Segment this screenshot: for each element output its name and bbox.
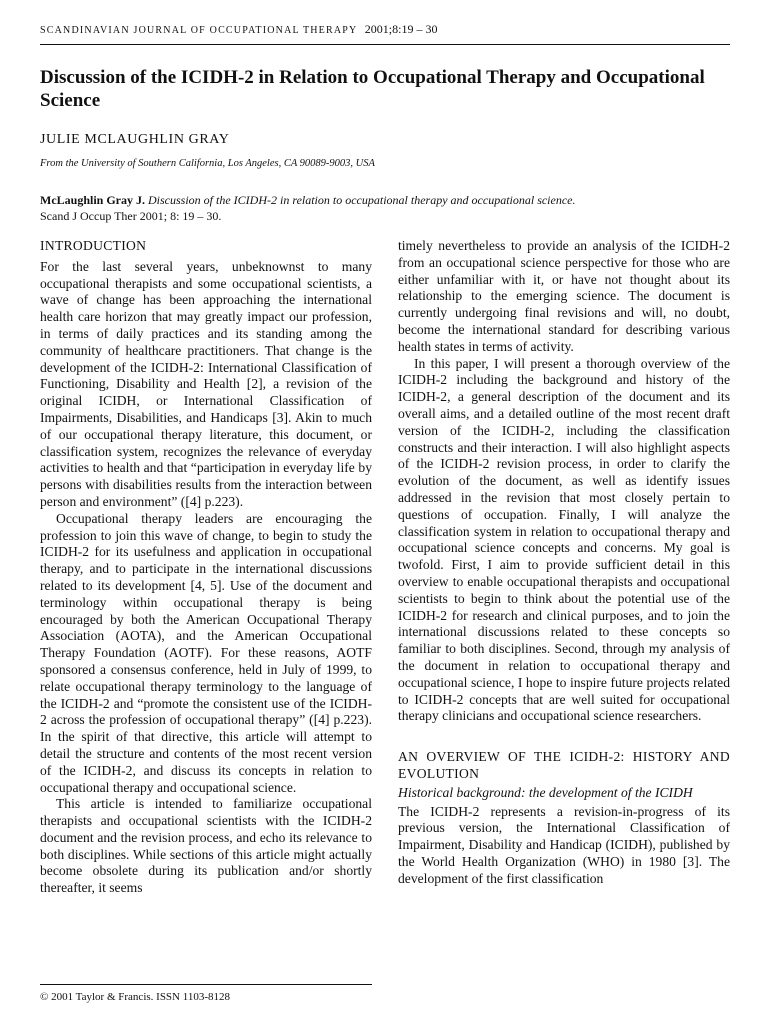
body-paragraph: Occupational therapy leaders are encouraging the profession to join this wave of change, to begin to study the ICIDH-2 for its usefulness and application in occupational therapy, and to participate in the international discussions related to its development [4, 5]. Use of the document and terminology within occupational therapy is being encouraged by both the American Occupational Therapy Association (AOTA), and the American Occupational Therapy Foundation (AOTF). For these reasons, AOTF sponsored a consensus conference, held in July of 1999, to relate occupational therapy terminology to the language of the ICIDH-2 and “promote the consistent use of the ICIDH-2 across the profession of occupational therapy” ([4] p.223). In the spirit of that directive, this article will attempt to detail the structure and contents of the most recent version of the ICIDH-2, and discuss its concepts in relation to occupational therapy and occupational science.	[40, 510, 372, 795]
author-name: JULIE MCLAUGHLIN GRAY	[40, 132, 230, 147]
left-column	[40, 238, 372, 897]
reference-title: Discussion of the ICIDH-2 in relation to occupational therapy and occupational science.	[148, 193, 576, 207]
header-rule	[40, 44, 730, 45]
overview-heading: AN OVERVIEW OF THE ICIDH-2: HISTORY AND EVOLUTION	[398, 749, 730, 781]
body-paragraph: This article is intended to familiarize occupational therapists and occupational scientists with the ICIDH-2 document and the revision process, and echo its relevance to both disciplines. While sections of this article might actually become obsolete during its publication and/or shortly thereafter, it seems	[40, 796, 372, 896]
footer-rule	[40, 984, 372, 985]
body-paragraph: For the last several years, unbeknownst to many occupational therapists and some occupational scientists, a wave of change has been approaching the international health care horizon that may greatly impact our profession, in terms of daily practices and its standing among the community of healthcare practitioners. That change is the development of the ICIDH-2: International Classification of Functioning, Disability and Health [2], a revision of the original ICIDH, or International Classification of Impairments, Disabilities, and Handicaps [3]. Akin to much of our occupational therapy literature, this document, or classification system, recognizes the relevance of everyday activities to health and that “participation in everyday life by persons with disabilities results from the interaction between person and environment” ([4] p.223).	[40, 258, 372, 509]
reference-source: Scand J Occup Ther 2001; 8: 19 – 30.	[40, 209, 222, 223]
journal-citation: 2001;8:19 – 30	[364, 22, 438, 36]
right-column	[398, 238, 730, 887]
reference-citation	[40, 192, 730, 224]
running-head	[40, 22, 730, 37]
introduction-heading: INTRODUCTION	[40, 238, 147, 253]
overview-subheading: Historical background: the development of the ICIDH	[398, 784, 693, 800]
article-title: Discussion of the ICIDH-2 in Relation to Occupational Therapy and Occupational Science	[40, 67, 705, 111]
author-affiliation: From the University of Southern California, Los Angeles, CA 90089-9003, USA	[40, 158, 375, 169]
body-paragraph: timely nevertheless to provide an analysis of the ICIDH-2 from an occupational science perspective for those who are either unfamiliar with it, or have not thought about its relationship to the emerging science. The document is currently undergoing final revisions and will, no doubt, become the international standard for describing various health states in terms of activity.	[398, 238, 730, 354]
body-paragraph: The ICIDH-2 represents a revision-in-progress of its previous version, the International Classification of Impairment, Disability and Handicap (ICIDH), published by the World Health Organization (WHO) in 1980 [3]. The development of the first classification	[398, 803, 730, 886]
journal-name: SCANDINAVIAN JOURNAL OF OCCUPATIONAL THERAPY	[40, 25, 358, 36]
copyright-notice: © 2001 Taylor & Francis. ISSN 1103-8128	[40, 991, 230, 1003]
body-paragraph: In this paper, I will present a thorough overview of the ICIDH-2 including the background and history of the ICIDH-2, a general description of the document and its overall aims, and a detailed outline of the most recent draft version of the ICIDH-2, including the classification constructs and their interaction. I will also highlight aspects of the ICIDH-2 revision process, in order to clarify the evolution of the document, as well as identify issues addressed in the revision that most closely pertain to questions of occupation. Finally, I will analyze the classification system in relation to occupational therapy and occupational science concepts and concerns. My goal is twofold. First, I aim to provide sufficient detail in this overview to enable occupational therapists and occupational scientists to begin to think about the potential use of the ICIDH-2 for research and clinical purposes, and to join the international discussions related to these concepts so familiar to both disciplines. Second, through my analysis of the document in relation to occupational therapy and occupational science, I hope to inspire future projects related to ICIDH-2 concepts that are well suited for occupational therapy clinicians and occupational science researchers.	[398, 355, 730, 724]
reference-author: McLaughlin Gray J.	[40, 193, 146, 207]
